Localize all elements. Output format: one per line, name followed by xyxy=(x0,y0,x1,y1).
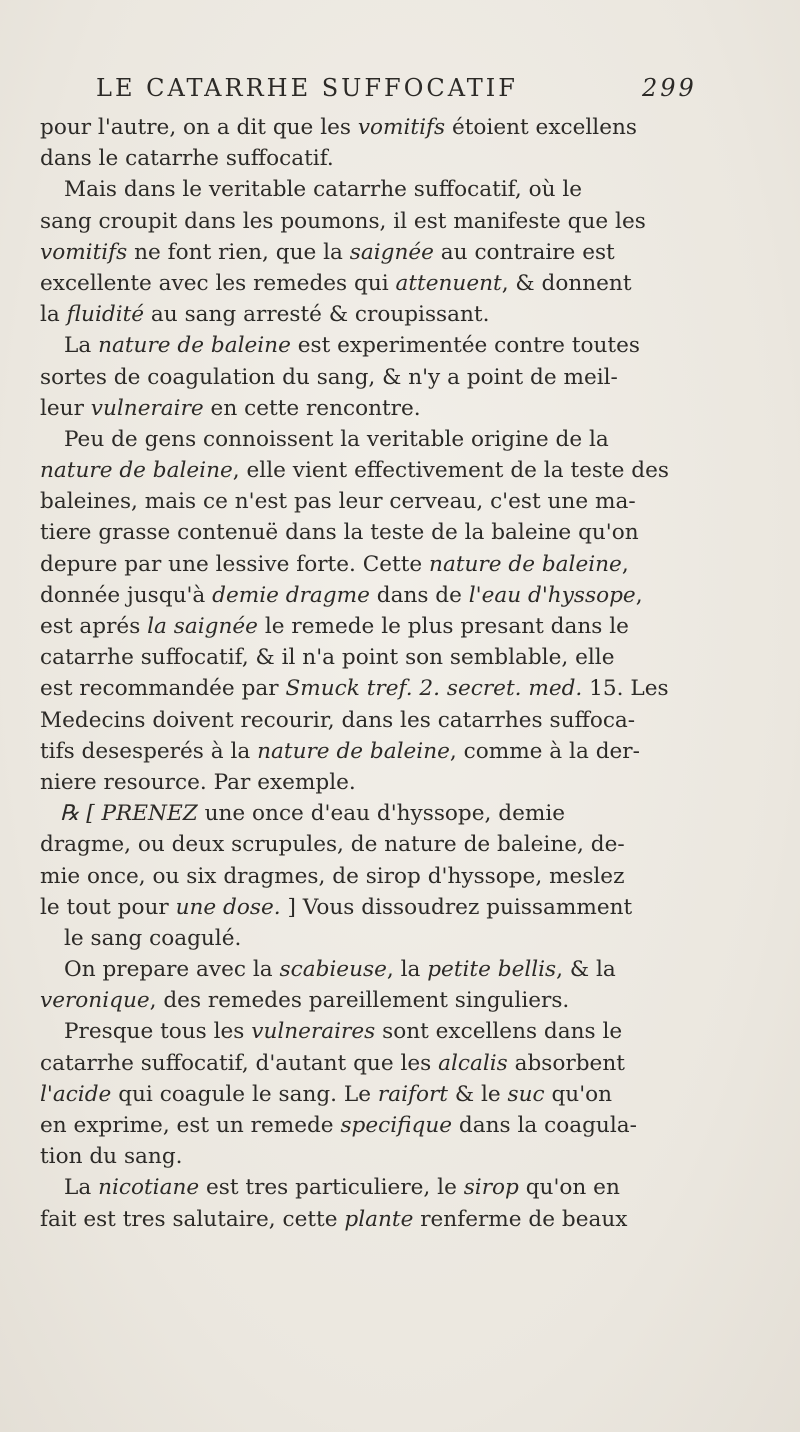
italic-term: petite bellis xyxy=(427,957,557,983)
text-run: ne font rien, que la xyxy=(127,239,350,265)
text-run: catarrhe suffocatif, d'autant que les xyxy=(40,1050,439,1076)
italic-term: suc xyxy=(507,1081,545,1107)
italic-term: vulneraires xyxy=(251,1019,376,1045)
italic-term: Smuck tref. 2. secret. med. xyxy=(285,676,583,702)
text-line xyxy=(40,1048,750,1079)
text-line xyxy=(40,892,750,923)
text-run: est recommandée par xyxy=(40,676,286,702)
text-run: baleines, mais ce n'est pas leur cerveau, c'est une ma- xyxy=(40,489,636,515)
italic-term: plante xyxy=(344,1206,414,1232)
text-run: fait est tres salutaire, cette xyxy=(40,1206,345,1232)
text-line xyxy=(40,1079,750,1110)
text-run: qu'on xyxy=(544,1081,613,1107)
text-line xyxy=(40,549,750,580)
text-run: sortes de coagulation du sang, & n'y a point de meil- xyxy=(40,364,618,390)
text-run: , des remedes pareillement singuliers. xyxy=(149,988,570,1014)
text-run: étoient excellens xyxy=(445,115,637,140)
italic-term: fluidité xyxy=(66,302,145,328)
text-line xyxy=(40,268,750,299)
italic-term: nature de baleine xyxy=(98,333,291,359)
text-run: 15. Les xyxy=(582,676,669,702)
text-run: donnée jusqu'à xyxy=(40,582,213,608)
italic-term: l'acide xyxy=(40,1081,112,1107)
text-line xyxy=(40,486,750,517)
text-line xyxy=(40,1204,750,1235)
text-run: absorbent xyxy=(507,1050,625,1076)
italic-term: nature de baleine xyxy=(429,551,622,577)
text-line xyxy=(40,673,750,704)
text-run: La xyxy=(64,1175,99,1201)
text-run: depure par une lessive forte. Cette xyxy=(40,551,430,577)
text-run: excellente avec les remedes qui xyxy=(40,270,396,296)
text-run: Peu de gens connoissent la veritable origine de la xyxy=(64,426,609,452)
page-header xyxy=(96,74,696,114)
text-run: au sang arresté & croupissant. xyxy=(144,302,490,328)
text-line xyxy=(40,861,750,892)
italic-term: demie dragme xyxy=(212,582,370,608)
italic-term: ℞ [ PRENEZ xyxy=(60,801,198,827)
text-line xyxy=(40,206,750,237)
text-run: dans de xyxy=(369,582,469,608)
text-run: qui coagule le sang. Le xyxy=(111,1081,378,1107)
text-run: sont excellens dans le xyxy=(375,1019,623,1045)
text-run: une once d'eau d'hyssope, demie xyxy=(197,801,566,827)
text-run: , xyxy=(635,582,643,608)
text-run: tifs desesperés à la xyxy=(40,738,258,764)
italic-term: une dose. xyxy=(175,894,281,920)
text-line xyxy=(40,455,750,486)
text-run: tiere grasse contenuë dans la teste de la baleine qu'on xyxy=(40,520,639,546)
text-line xyxy=(40,611,750,642)
text-run: , & la xyxy=(556,957,616,983)
text-run: est experimentée contre toutes xyxy=(290,333,640,359)
text-line xyxy=(40,143,750,174)
text-run: le sang coagulé. xyxy=(64,925,242,951)
italic-term: specifique xyxy=(340,1113,453,1138)
italic-term: raifort xyxy=(377,1081,448,1107)
text-run: dans la coagula- xyxy=(452,1113,637,1138)
text-run: , la xyxy=(386,957,428,983)
text-run: On prepare avec la xyxy=(64,957,280,983)
text-run: La xyxy=(64,333,99,359)
italic-term: vulneraire xyxy=(90,395,204,421)
text-run: tion du sang. xyxy=(40,1144,183,1170)
text-line xyxy=(40,736,750,767)
text-run: le remede le plus presant dans le xyxy=(257,614,629,639)
text-line xyxy=(40,705,750,736)
text-line xyxy=(40,1110,750,1141)
italic-term: veronique xyxy=(40,988,150,1014)
text-run: , xyxy=(621,551,629,577)
text-line xyxy=(40,237,750,268)
text-line xyxy=(40,580,750,611)
text-run: en cette rencontre. xyxy=(203,395,421,421)
text-line xyxy=(40,642,750,673)
text-run: renferme de beaux xyxy=(413,1206,628,1232)
italic-term: la saignée xyxy=(147,614,258,639)
italic-term: nature de baleine xyxy=(40,458,233,484)
text-line xyxy=(40,393,750,424)
text-line xyxy=(40,1016,750,1047)
italic-term: nicotiane xyxy=(98,1175,200,1201)
text-run: pour l'autre, on a dit que les xyxy=(40,115,358,140)
text-run: catarrhe suffocatif, & il n'a point son semblable, elle xyxy=(40,645,615,671)
text-run: dans le catarrhe suffocatif. xyxy=(40,146,334,172)
text-line xyxy=(40,985,750,1016)
text-run: est aprés xyxy=(40,614,148,639)
italic-term: vomitifs xyxy=(40,239,128,265)
text-run: est tres particuliere, le xyxy=(199,1175,464,1201)
text-line xyxy=(40,424,750,455)
text-run: Mais dans le veritable catarrhe suffocatif, où le xyxy=(64,177,583,203)
text-line xyxy=(40,767,750,798)
text-run: , elle vient effectivement de la teste des xyxy=(232,458,669,484)
text-run: niere resource. Par exemple. xyxy=(40,769,356,795)
italic-term: saignée xyxy=(349,239,434,265)
text-run: qu'on en xyxy=(518,1175,620,1201)
text-line xyxy=(40,517,750,548)
running-title: LE CATARRHE SUFFOCATIF xyxy=(96,74,518,102)
text-line xyxy=(40,923,750,954)
text-line xyxy=(40,330,750,361)
body-text xyxy=(40,112,750,1235)
text-line xyxy=(40,798,750,829)
text-run: ] Vous dissoudrez puissamment xyxy=(280,894,633,920)
text-line xyxy=(40,174,750,205)
text-run: sang croupit dans les poumons, il est manifeste que les xyxy=(40,208,646,234)
text-line xyxy=(40,829,750,860)
italic-term: sirop xyxy=(463,1175,519,1201)
text-line xyxy=(40,1172,750,1203)
italic-term: alcalis xyxy=(438,1050,508,1076)
text-line xyxy=(40,299,750,330)
italic-term: vomitifs xyxy=(357,115,446,140)
page-number: 299 xyxy=(642,74,697,102)
text-run: Medecins doivent recourir, dans les catarrhes suffoca- xyxy=(40,707,636,733)
text-run: au contraire est xyxy=(433,239,615,265)
text-run: , & donnent xyxy=(501,270,632,296)
text-run: dragme, ou deux scrupules, de nature de baleine, de- xyxy=(40,832,625,858)
text-run: la xyxy=(40,302,67,328)
text-run: Presque tous les xyxy=(64,1019,252,1045)
text-line xyxy=(40,112,750,143)
text-line xyxy=(40,362,750,393)
italic-term: l'eau d'hyssope xyxy=(468,582,636,608)
italic-term: scabieuse xyxy=(279,957,387,983)
text-run: , comme à la der- xyxy=(449,738,640,764)
text-run: en exprime, est un remede xyxy=(40,1113,341,1138)
italic-term: attenuent xyxy=(395,270,502,296)
text-run: le tout pour xyxy=(40,894,176,920)
text-run: leur xyxy=(40,395,91,421)
text-line xyxy=(40,1141,750,1172)
text-line xyxy=(40,954,750,985)
italic-term: nature de baleine xyxy=(257,738,450,764)
text-run: & le xyxy=(448,1081,508,1107)
text-run: mie once, ou six dragmes, de sirop d'hyssope, meslez xyxy=(40,863,625,889)
